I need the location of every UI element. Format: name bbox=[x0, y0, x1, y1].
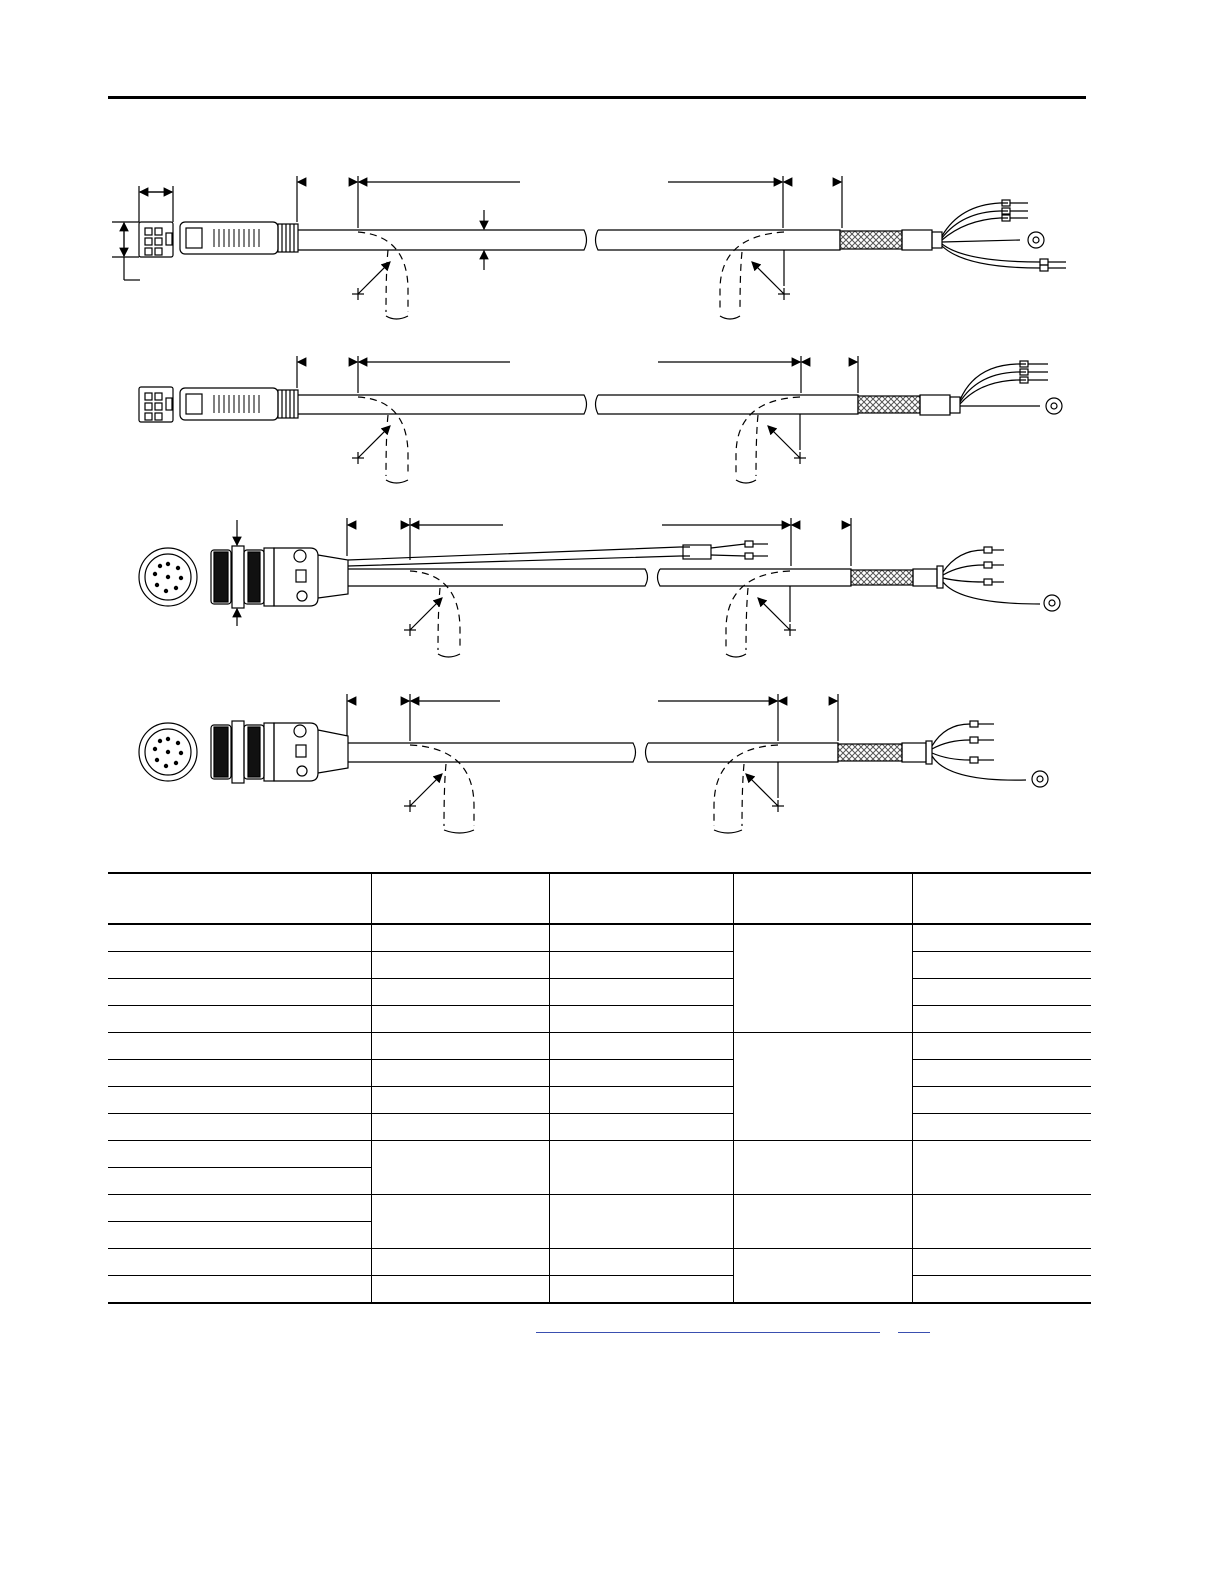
header-cell bbox=[108, 873, 371, 924]
table-row bbox=[108, 1195, 1091, 1222]
table-row bbox=[108, 924, 1091, 952]
cable-drawing-4 bbox=[139, 694, 1048, 833]
shield-braid bbox=[838, 744, 902, 761]
table-row bbox=[108, 1114, 1091, 1141]
connector-end-view bbox=[139, 222, 173, 257]
cable-jacket bbox=[348, 569, 648, 586]
table-row bbox=[108, 1060, 1091, 1087]
table-row bbox=[108, 1087, 1091, 1114]
table-row bbox=[108, 1141, 1091, 1168]
cable-jacket bbox=[348, 743, 636, 762]
header-cell bbox=[549, 873, 733, 924]
cable-jacket bbox=[298, 230, 587, 250]
table-header-row bbox=[108, 873, 1091, 924]
table-row bbox=[108, 952, 1091, 979]
header-cell bbox=[912, 873, 1091, 924]
table-row bbox=[108, 979, 1091, 1006]
footnote-publication-link[interactable] bbox=[536, 1331, 880, 1333]
cable-spec-table bbox=[108, 872, 1091, 1304]
cable-drawing-1 bbox=[112, 176, 1066, 319]
shield-braid bbox=[840, 231, 902, 249]
cable-drawing-3 bbox=[139, 518, 1060, 657]
table-row bbox=[108, 1249, 1091, 1276]
shield-braid bbox=[858, 396, 920, 413]
table-row bbox=[108, 1033, 1091, 1060]
table-row bbox=[108, 1006, 1091, 1033]
table-row bbox=[108, 1276, 1091, 1304]
footnote-page-link[interactable] bbox=[898, 1331, 930, 1333]
cable-jacket bbox=[298, 395, 587, 414]
shield-braid bbox=[851, 570, 913, 585]
footnote bbox=[536, 1331, 936, 1333]
connector-end-view bbox=[139, 387, 173, 422]
header-cell bbox=[371, 873, 549, 924]
header-cell bbox=[733, 873, 912, 924]
cable-drawing-2 bbox=[139, 356, 1062, 483]
